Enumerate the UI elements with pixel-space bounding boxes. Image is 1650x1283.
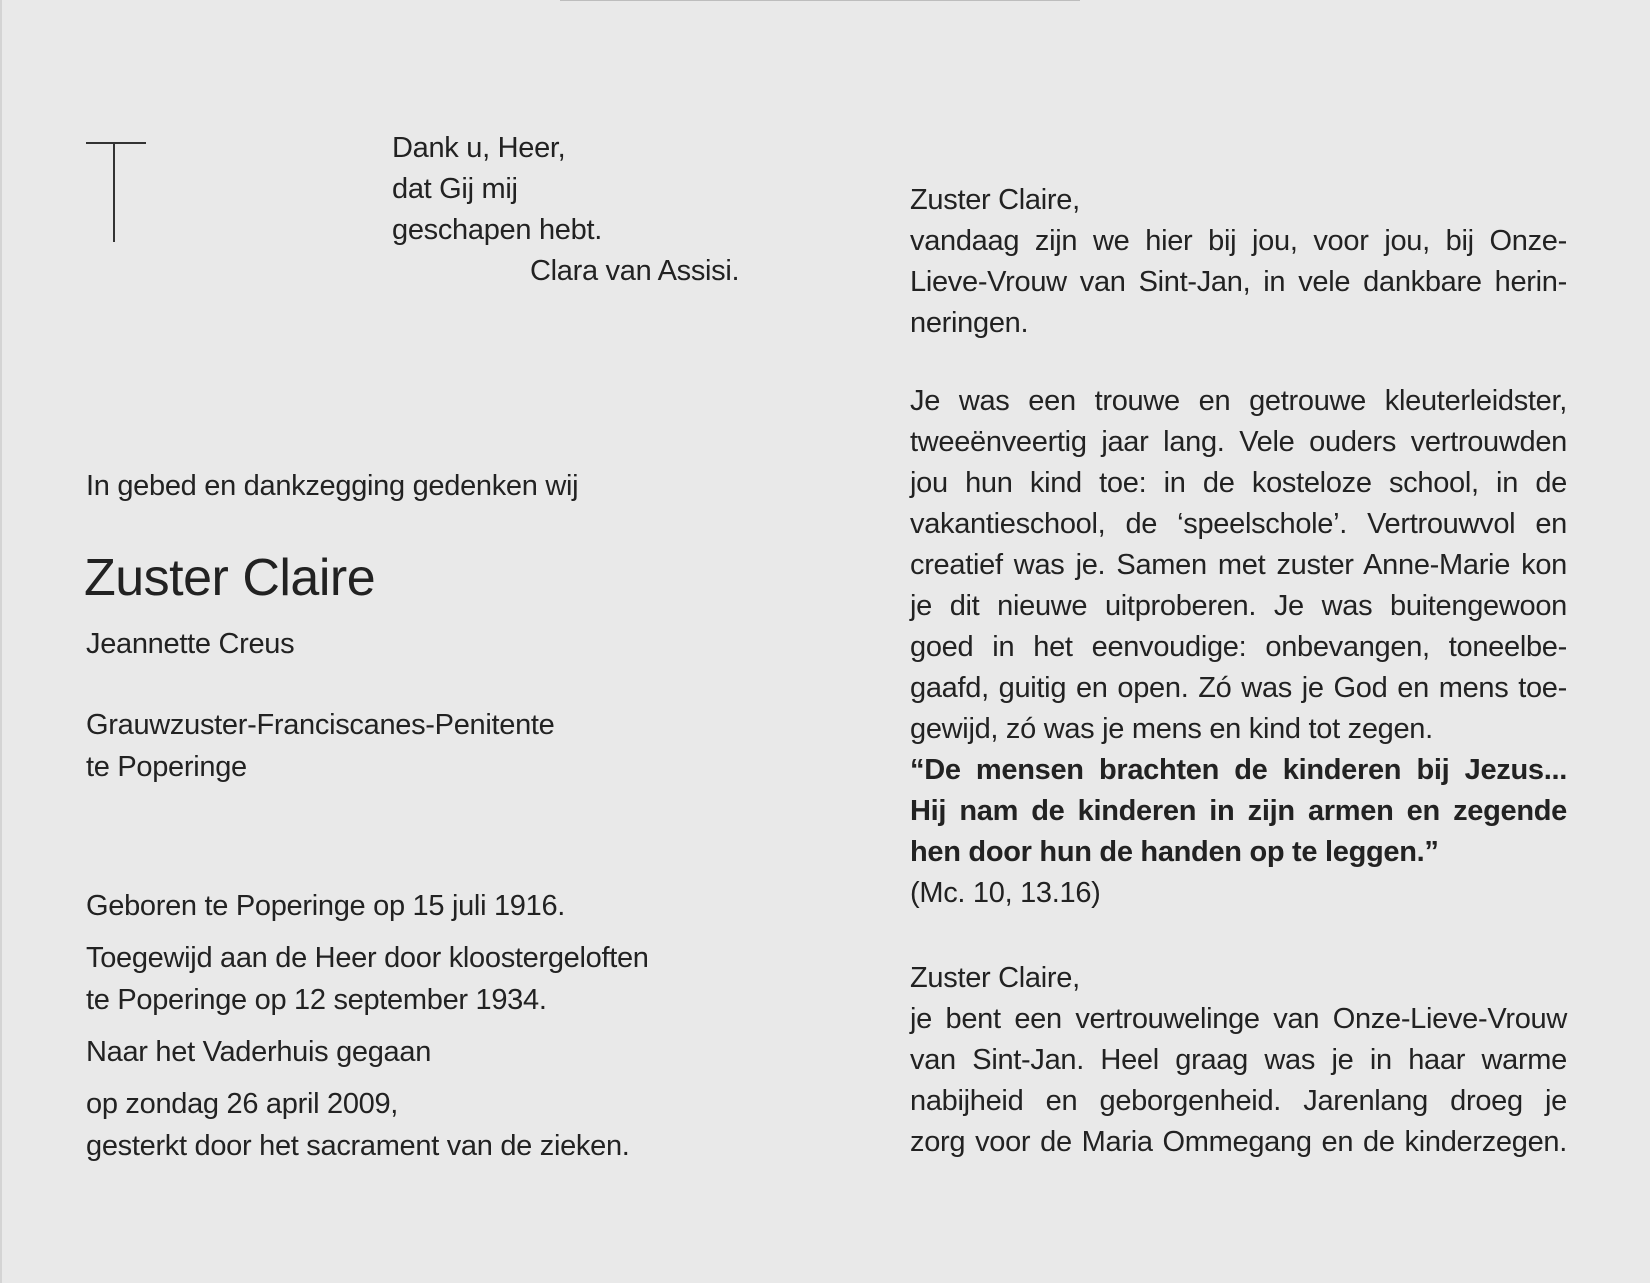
text-line: zorg voor de Maria Ommegang en de kinderzegen. xyxy=(910,1126,1567,1158)
text-line: gewijd, zó was je mens en kind tot zegen. xyxy=(910,713,1433,745)
fact-line: gesterkt door het sacrament van de zieken. xyxy=(86,1130,630,1162)
salutation: Zuster Claire, xyxy=(910,962,1080,994)
top-edge-line xyxy=(560,0,1080,1)
quote-author: Clara van Assisi. xyxy=(530,255,740,287)
bible-reference: (Mc. 10, 13.16) xyxy=(910,877,1101,909)
text-line: creatief was je. Samen met zuster Anne-Marie kon xyxy=(910,549,1567,581)
fact-line: Naar het Vaderhuis gegaan xyxy=(86,1036,432,1068)
bible-quote-line: Hij nam de kinderen in zijn armen en zegende xyxy=(910,795,1567,827)
paragraph-1 xyxy=(910,180,1567,344)
civil-name: Jeannette Creus xyxy=(86,628,295,660)
left-edge-line xyxy=(0,0,2,1283)
text-line: tweeënveertig jaar lang. Vele ouders vertrouwden xyxy=(910,426,1567,458)
text-line: neringen. xyxy=(910,307,1029,339)
fact-line: Toegewijd aan de Heer door kloostergeloften xyxy=(86,942,649,974)
text-line: vandaag zijn we hier bij jou, voor jou, bij Onze- xyxy=(910,225,1567,257)
fact-line: te Poperinge op 12 september 1934. xyxy=(86,984,547,1016)
fact-line: Geboren te Poperinge op 15 juli 1916. xyxy=(86,890,566,922)
text-line: goed in het eenvoudige: onbevangen, toneelbe- xyxy=(910,631,1567,663)
religious-order xyxy=(86,704,555,788)
text-line: jou hun kind toe: in de kosteloze school, in de xyxy=(910,467,1567,499)
deceased-name: Zuster Claire xyxy=(84,549,376,607)
quote-line: dat Gij mij xyxy=(392,173,518,205)
cross-icon xyxy=(86,142,146,242)
bible-quote-line: hen door hun de handen op te leggen.” xyxy=(910,836,1439,868)
paragraph-2 xyxy=(910,381,1567,914)
order-line: Grauwzuster-Franciscanes-Penitente xyxy=(86,709,555,741)
intro-text: In gebed en dankzegging gedenken wij xyxy=(86,470,579,502)
text-line: van Sint-Jan. Heel graag was je in haar warme xyxy=(910,1044,1567,1076)
quote-line: geschapen hebt. xyxy=(392,214,602,246)
text-line: je dit nieuwe uitproberen. Je was buitengewoon xyxy=(910,590,1567,622)
paragraph-3 xyxy=(910,958,1567,1163)
order-line: te Poperinge xyxy=(86,751,247,783)
quote-line: Dank u, Heer, xyxy=(392,132,566,164)
fact-line: op zondag 26 april 2009, xyxy=(86,1088,399,1120)
bible-quote-line: “De mensen brachten de kinderen bij Jezus... xyxy=(910,754,1567,786)
text-line: Je was een trouwe en getrouwe kleuterleidster, xyxy=(910,385,1567,417)
opening-quote xyxy=(392,128,740,287)
text-line: vakantieschool, de ‘speelschole’. Vertrouwvol en xyxy=(910,508,1567,540)
text-line: Lieve-Vrouw van Sint-Jan, in vele dankbare herin- xyxy=(910,266,1567,298)
salutation: Zuster Claire, xyxy=(910,184,1080,216)
text-line: gaafd, guitig en open. Zó was je God en mens toe- xyxy=(910,672,1567,704)
text-line: nabijheid en geborgenheid. Jarenlang droeg je xyxy=(910,1085,1567,1117)
text-line: je bent een vertrouwelinge van Onze-Lieve-Vrouw xyxy=(910,1003,1567,1035)
